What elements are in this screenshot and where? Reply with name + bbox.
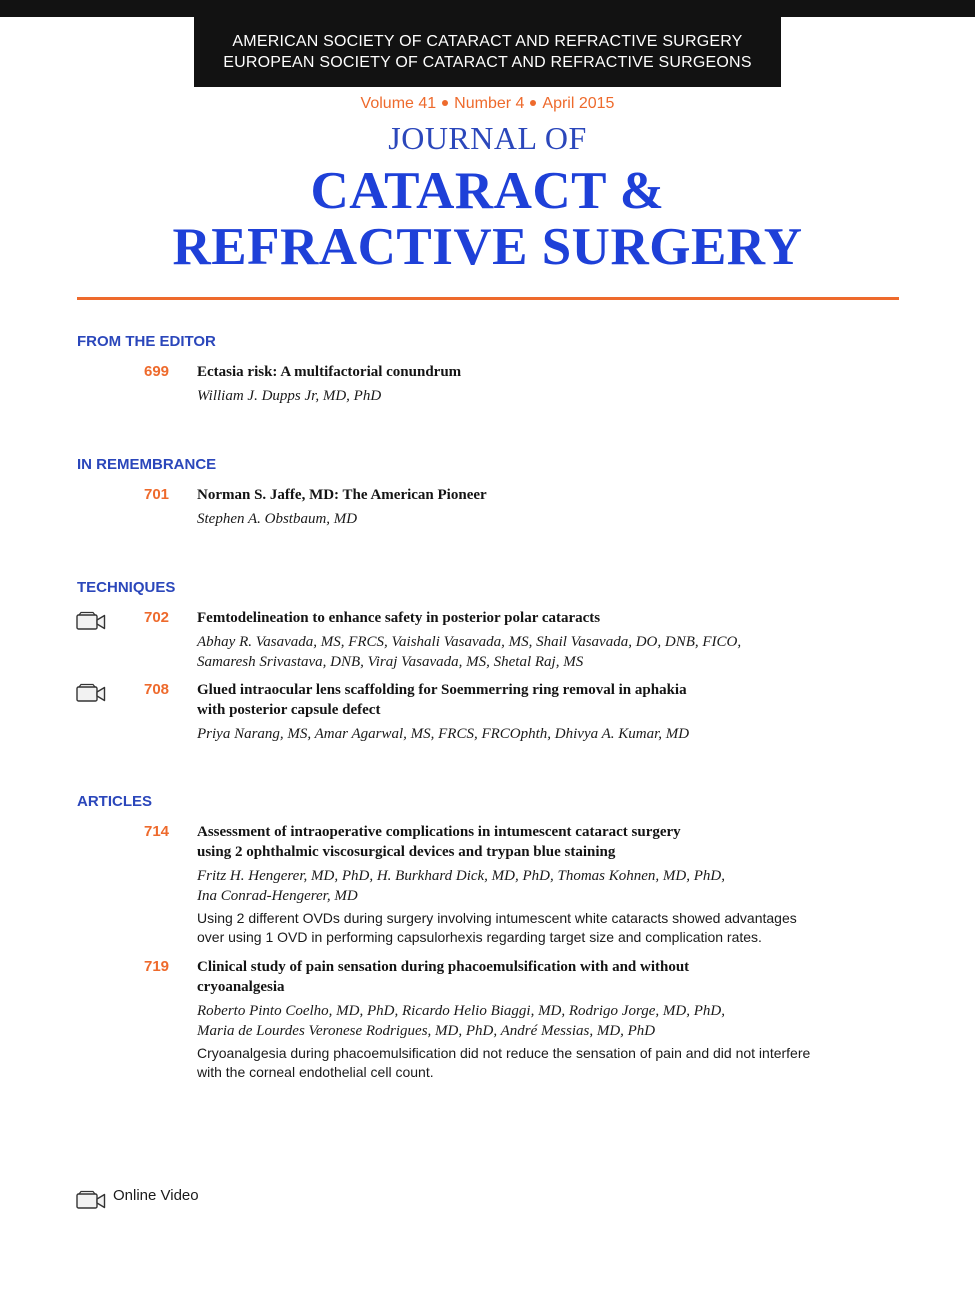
title-line: Assessment of intraoperative complications in intumescent cataract surgery — [197, 824, 681, 840]
bullet-icon — [530, 100, 536, 106]
issue-date: April 2015 — [542, 95, 615, 112]
abstract-line: Cryoanalgesia during phacoemulsification did not reduce the sensation of pain and did not interfere — [197, 1045, 811, 1061]
article-title[interactable]: Ectasia risk: A multifactorial conundrum — [197, 364, 462, 380]
society-line-2: EUROPEAN SOCIETY OF CATARACT AND REFRACTIVE SURGEONS — [223, 54, 752, 71]
toc-entry[interactable] — [197, 608, 837, 672]
article-abstract — [197, 1044, 837, 1082]
video-camera-icon[interactable] — [76, 611, 106, 631]
journal-of-label: JOURNAL OF — [388, 120, 587, 156]
online-video-legend: Online Video — [113, 1187, 199, 1204]
author-line: Abhay R. Vasavada, MS, FRCS, Vaishali Vasavada, MS, Shail Vasavada, DO, DNB, FICO, — [197, 634, 742, 650]
title-line: Glued intraocular lens scaffolding for Soemmerring ring removal in aphakia — [197, 682, 687, 698]
volume: Volume 41 — [360, 95, 437, 112]
toc-entry[interactable] — [197, 485, 837, 529]
issue-number: Number 4 — [454, 95, 525, 112]
section-heading-remembrance: IN REMEMBRANCE — [77, 456, 217, 473]
article-authors: Stephen A. Obstbaum, MD — [197, 511, 358, 527]
title-line: Clinical study of pain sensation during phacoemulsification with and without — [197, 959, 690, 975]
page-number: 699 — [144, 363, 170, 380]
abstract-line: over using 1 OVD in performing capsulorhexis regarding target size and complication rates. — [197, 929, 762, 945]
article-authors — [197, 866, 837, 906]
video-camera-icon — [76, 1190, 106, 1210]
header-divider — [77, 297, 899, 300]
page-number: 714 — [144, 823, 170, 840]
abstract-line: Using 2 different OVDs during surgery involving intumescent white cataracts showed advantages — [197, 910, 797, 926]
society-banner — [194, 17, 781, 87]
journal-title-line-2: REFRACTIVE SURGERY — [172, 218, 803, 276]
title-line: cryoanalgesia — [197, 979, 285, 995]
section-heading-articles: ARTICLES — [77, 793, 152, 810]
page-number: 719 — [144, 958, 170, 975]
issue-info — [0, 94, 975, 114]
article-title[interactable] — [197, 680, 837, 720]
top-black-bar — [0, 0, 975, 17]
article-authors — [197, 1001, 837, 1041]
page-number: 701 — [144, 486, 170, 503]
article-abstract — [197, 909, 837, 947]
article-authors: Priya Narang, MS, Amar Agarwal, MS, FRCS, FRCOphth, Dhivya A. Kumar, MD — [197, 726, 690, 742]
page-number: 708 — [144, 681, 170, 698]
page-number: 702 — [144, 609, 170, 626]
toc-entry[interactable] — [197, 822, 837, 947]
toc-entry[interactable] — [197, 680, 837, 744]
author-line: Ina Conrad-Hengerer, MD — [197, 888, 358, 904]
society-line-1: AMERICAN SOCIETY OF CATARACT AND REFRACTIVE SURGERY — [232, 33, 743, 50]
article-title[interactable] — [197, 957, 837, 997]
section-heading-editor: FROM THE EDITOR — [77, 333, 216, 350]
article-authors: William J. Dupps Jr, MD, PhD — [197, 388, 382, 404]
article-title[interactable] — [197, 822, 837, 862]
author-line: Maria de Lourdes Veronese Rodrigues, MD, PhD, André Messias, MD, PhD — [197, 1023, 656, 1039]
title-line: using 2 ophthalmic viscosurgical devices and trypan blue staining — [197, 844, 616, 860]
journal-title-line-1: CATARACT & — [310, 162, 665, 220]
abstract-line: with the corneal endothelial cell count. — [197, 1064, 434, 1080]
author-line: Samaresh Srivastava, DNB, Viraj Vasavada, MS, Shetal Raj, MS — [197, 654, 584, 670]
toc-entry[interactable] — [197, 957, 837, 1082]
toc-entry[interactable] — [197, 362, 837, 406]
video-camera-icon[interactable] — [76, 683, 106, 703]
author-line: Fritz H. Hengerer, MD, PhD, H. Burkhard Dick, MD, PhD, Thomas Kohnen, MD, PhD, — [197, 868, 725, 884]
title-line: with posterior capsule defect — [197, 702, 381, 718]
article-title[interactable]: Femtodelineation to enhance safety in posterior polar cataracts — [197, 610, 601, 626]
article-authors — [197, 632, 837, 672]
section-heading-techniques: TECHNIQUES — [77, 579, 176, 596]
author-line: Roberto Pinto Coelho, MD, PhD, Ricardo Helio Biaggi, MD, Rodrigo Jorge, MD, PhD, — [197, 1003, 725, 1019]
bullet-icon — [442, 100, 448, 106]
article-title[interactable]: Norman S. Jaffe, MD: The American Pioneer — [197, 487, 487, 503]
